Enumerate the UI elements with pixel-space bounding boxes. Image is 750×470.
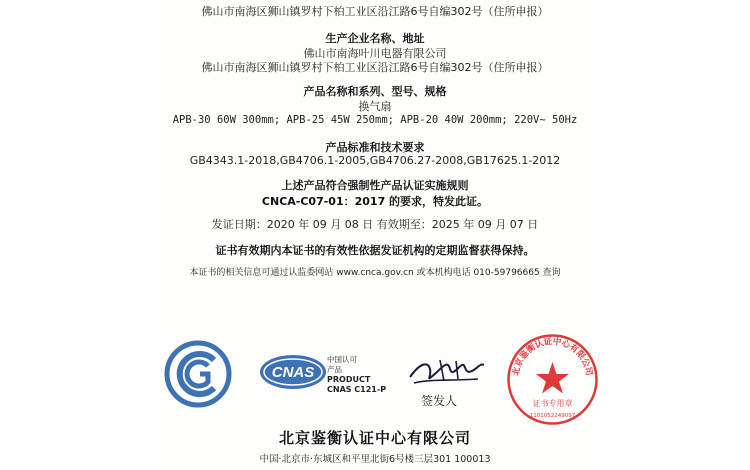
validity-dates: 发证日期：2020 年 09 月 08 日 有效期至：2025 年 09 月 07 日 bbox=[211, 218, 539, 231]
cnas-logo-word: CNAS bbox=[271, 364, 315, 381]
product-specs: APB-30 60W 300mm; APB-25 45W 250mm; APB-20 40W 200mm; 220V~ 50Hz bbox=[172, 114, 578, 126]
supervision-line: 证书有效期内本证书的有效性依据发证机构的定期监督获得保持。 bbox=[215, 244, 535, 257]
cgc-logo-icon bbox=[164, 340, 232, 408]
cnas-logo-icon bbox=[258, 352, 328, 392]
issuer-address: 中国·北京市·东城区和平里北街6号楼三层301 100013 bbox=[259, 454, 491, 465]
cnas-line-3: PRODUCT bbox=[327, 375, 371, 384]
manufacturer-heading: 生产企业名称、地址 bbox=[325, 32, 425, 45]
cnas-accreditation-text bbox=[327, 355, 386, 395]
seal-outer-text: 北京鉴衡认证中心有限公司 bbox=[511, 336, 594, 377]
product-heading: 产品名称和系列、型号、规格 bbox=[303, 85, 447, 98]
issuer-company-name: 北京鉴衡认证中心有限公司 bbox=[278, 429, 471, 447]
top-address: 佛山市南海区狮山镇罗村下柏工业区沿江路6号自编302号（住所申报） bbox=[201, 5, 549, 18]
cnas-line-2: 产品 bbox=[327, 365, 342, 374]
seal-inner-text: 证书专用章 bbox=[532, 399, 573, 408]
query-line: 本证书的相关信息可通过认监委网站 www.cnca.gov.cn 或本机构电话 010-59796665 查询 bbox=[189, 268, 561, 278]
official-seal-icon bbox=[505, 332, 600, 427]
certificate-page bbox=[150, 0, 600, 470]
product-name: 换气扇 bbox=[358, 100, 392, 113]
seal-number: 1101052249097 bbox=[529, 413, 576, 419]
standards-heading: 产品标准和技术要求 bbox=[325, 141, 425, 154]
standards-list: GB4343.1-2018,GB4706.1-2005,GB4706.27-2008,GB17625.1-2012 bbox=[189, 154, 561, 167]
conformity-line: 上述产品符合强制性产品认证实施规则 bbox=[281, 179, 469, 192]
signature-image bbox=[400, 355, 490, 390]
manufacturer-name: 佛山市南海叶川电器有限公司 bbox=[303, 47, 447, 60]
cnas-line-4: CNAS C121-P bbox=[327, 385, 387, 394]
rule-line: CNCA-C07-01：2017 的要求，特发此证。 bbox=[261, 195, 489, 208]
manufacturer-address: 佛山市南海区狮山镇罗村下柏工业区沿江路6号自编302号（住所申报） bbox=[201, 61, 549, 74]
signer-label: 签发人 bbox=[420, 394, 457, 408]
cnas-line-1: 中国认可 bbox=[327, 355, 357, 364]
